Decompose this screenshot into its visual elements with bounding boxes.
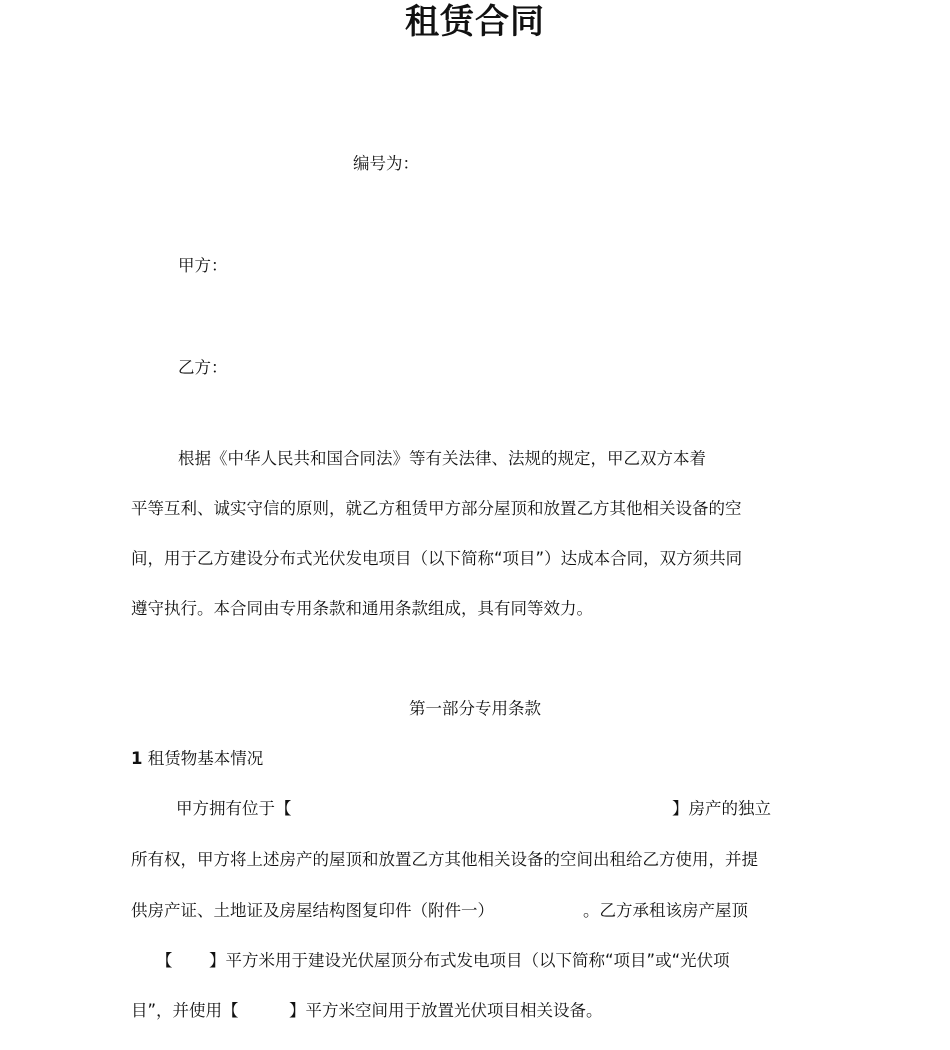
preamble-line: 间，用于乙方建设分布式光伏发电项目（以下简称“项目”）达成本合同，双方须共同 bbox=[131, 549, 743, 568]
clause-title: 租赁物基本情况 bbox=[147, 749, 264, 768]
clause-line: 目”，并使用【 bbox=[131, 1001, 239, 1020]
clause-heading bbox=[131, 748, 263, 770]
preamble-line: 根据《中华人民共和国合同法》等有关法律、法规的规定，甲乙双方本着 bbox=[178, 449, 706, 468]
party-b-label: 乙方： bbox=[178, 358, 228, 377]
contract-number-label: 编号为： bbox=[353, 154, 419, 173]
preamble-line: 遵守执行。本合同由专用条款和通用条款组成，具有同等效力。 bbox=[131, 599, 593, 618]
clause-line: 【 bbox=[156, 951, 173, 970]
clause-line: 】平方米空间用于放置光伏项目相关设备。 bbox=[289, 1001, 603, 1020]
clause-line: 供房产证、土地证及房屋结构图复印件（附件一） bbox=[131, 901, 494, 920]
document-title: 租赁合同 bbox=[405, 2, 545, 42]
clause-line: 】房产的独立 bbox=[672, 799, 771, 818]
preamble-line: 平等互利、诚实守信的原则，就乙方租赁甲方部分屋顶和放置乙方其他相关设备的空 bbox=[131, 499, 742, 518]
clause-line: 甲方拥有位于【 bbox=[176, 799, 292, 818]
clause-number: 1 bbox=[131, 749, 143, 768]
clause-line: 。乙方承租该房产屋顶 bbox=[583, 901, 748, 920]
section-heading: 第一部分专用条款 bbox=[409, 699, 541, 718]
clause-line: 所有权，甲方将上述房产的屋顶和放置乙方其他相关设备的空间出租给乙方使用，并提 bbox=[131, 850, 758, 869]
clause-line: 】平方米用于建设光伏屋顶分布式发电项目（以下简称“项目”或“光伏项 bbox=[209, 951, 730, 970]
party-a-label: 甲方： bbox=[178, 256, 228, 275]
